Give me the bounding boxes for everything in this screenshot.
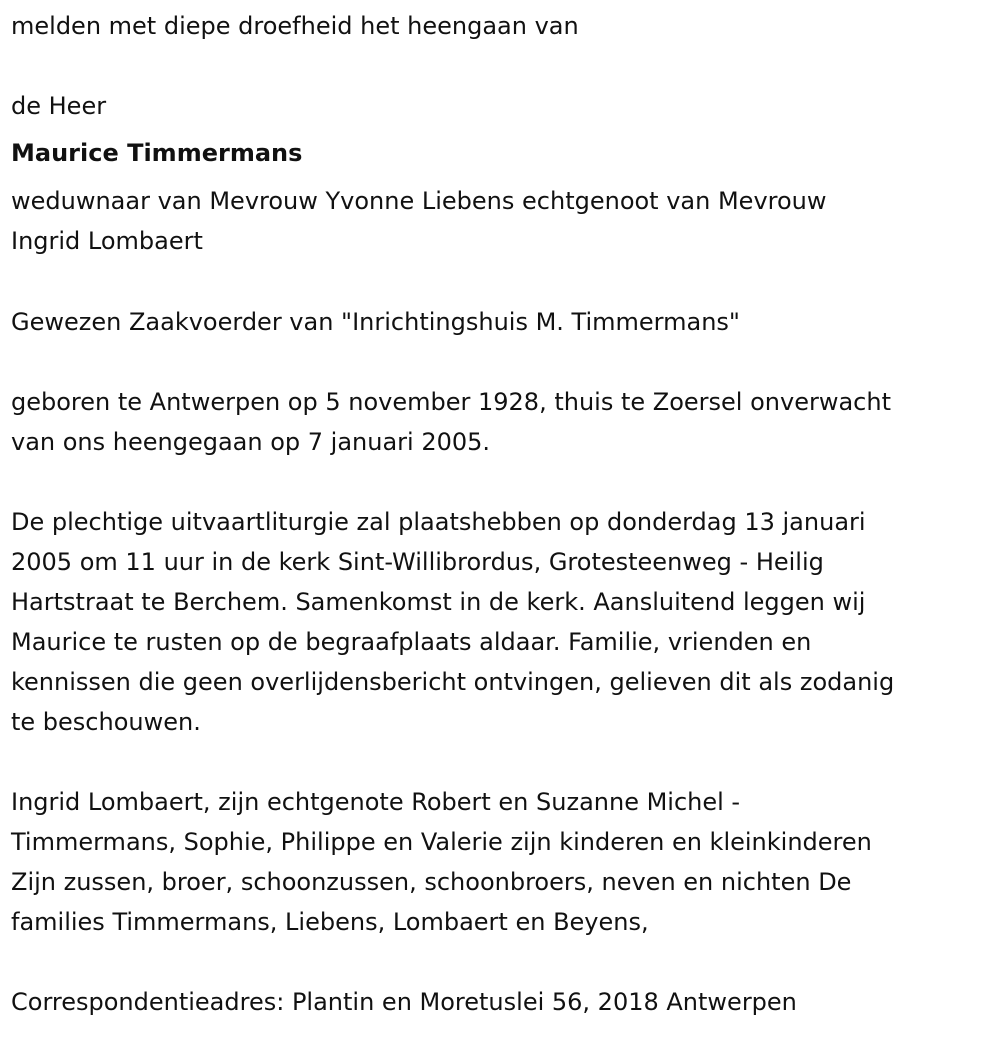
family-line: Timmermans, Sophie, Philippe en Valerie zijn kinderen en kleinkinderen xyxy=(11,828,872,856)
family-line: Ingrid Lombaert, zijn echtgenote Robert en Suzanne Michel - xyxy=(11,788,741,816)
intro-text: melden met diepe droefheid het heengaan van xyxy=(11,12,579,40)
birth-death-line: van ons heengegaan op 7 januari 2005. xyxy=(11,428,491,456)
salutation: de Heer xyxy=(11,92,107,120)
funeral-line: De plechtige uitvaartliturgie zal plaatshebben op donderdag 13 januari xyxy=(11,508,866,536)
deceased-name: Maurice Timmermans xyxy=(11,139,303,167)
funeral-line: Hartstraat te Berchem. Samenkomst in de kerk. Aansluitend leggen wij xyxy=(11,588,866,616)
relation-line: weduwnaar van Mevrouw Yvonne Liebens echtgenoot van Mevrouw xyxy=(11,187,827,215)
family-line: families Timmermans, Liebens, Lombaert en Beyens, xyxy=(11,908,649,936)
funeral-line: kennissen die geen overlijdensbericht ontvingen, gelieven dit als zodanig xyxy=(11,668,895,696)
funeral-line: te beschouwen. xyxy=(11,708,201,736)
birth-death-line: geboren te Antwerpen op 5 november 1928, thuis te Zoersel onverwacht xyxy=(11,388,891,416)
correspondence-address: Correspondentieadres: Plantin en Moretuslei 56, 2018 Antwerpen xyxy=(11,988,797,1016)
funeral-line: Maurice te rusten op de begraafplaats aldaar. Familie, vrienden en xyxy=(11,628,812,656)
family-line: Zijn zussen, broer, schoonzussen, schoonbroers, neven en nichten De xyxy=(11,868,852,896)
funeral-line: 2005 om 11 uur in de kerk Sint-Willibrordus, Grotesteenweg - Heilig xyxy=(11,548,824,576)
occupation-text: Gewezen Zaakvoerder van "Inrichtingshuis M. Timmermans" xyxy=(11,308,740,336)
relation-line: Ingrid Lombaert xyxy=(11,227,203,255)
